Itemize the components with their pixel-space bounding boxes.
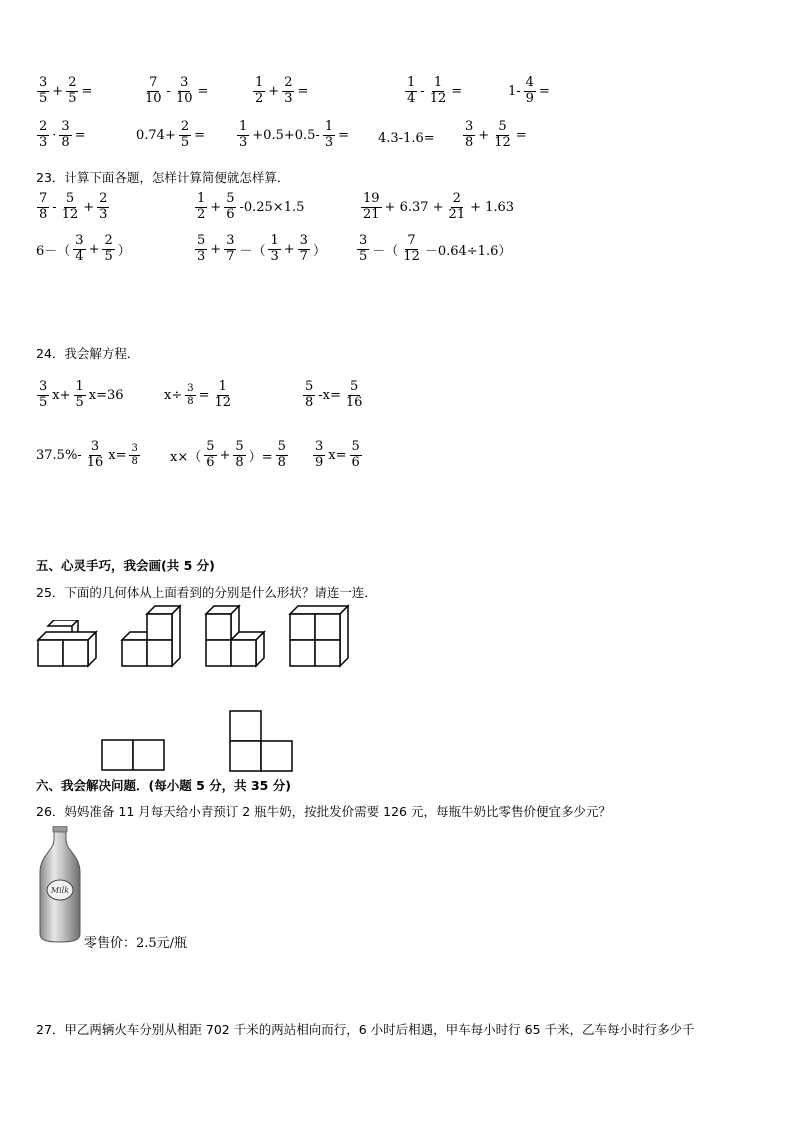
q23-expr-d: 6－（ $\frac{3}{4}$ + $\frac{2}{5}$ ） bbox=[36, 233, 131, 264]
q25-text: 25．下面的几何体从上面看到的分别是什么形状？请连一连． bbox=[36, 585, 377, 600]
calc-row1-item5: 1- $\frac{4}{9}$ = bbox=[508, 75, 550, 106]
calc-row1-item1: $\frac{3}{5}$ + $\frac{2}{5}$ = bbox=[39, 75, 93, 106]
q27-text: 27．甲乙两辆火车分别从相距 702 千米的两站相向而行，6 小时后相遇，甲车每小时行 65 千米，乙车每小时行多少千 bbox=[36, 1022, 695, 1037]
section6-heading: 六、我会解决问题．(每小题 5 分，共 35 分) bbox=[36, 778, 291, 793]
section5-heading: 五、心灵手巧，我会画(共 5 分) bbox=[36, 558, 215, 573]
q23-expr-c: $\frac{19}{21}$ + 6.37 + $\frac{2}{21}$ + 1.63 bbox=[363, 191, 515, 222]
q23-title: 23．计算下面各题，怎样计算简便就怎样算． bbox=[36, 170, 290, 185]
calc-row1-item4: $\frac{1}{4}$ - $\frac{1}{12}$ = bbox=[407, 75, 463, 106]
retail-price-label: 零售价：2.5元/瓶 bbox=[84, 936, 188, 951]
bottle-label: Milk bbox=[50, 886, 70, 895]
calc-row2-item3: $\frac{1}{3}$ +0.5+0.5- $\frac{1}{3}$ = bbox=[239, 119, 349, 150]
q24-equation-c: $\frac{5}{8}$ -x= $\frac{5}{16}$ bbox=[305, 379, 363, 410]
fraction: $\frac{3}{5}$ bbox=[39, 75, 48, 106]
solid-2-figure bbox=[120, 604, 184, 668]
solid-3-figure bbox=[204, 604, 270, 668]
q24-equation-f: $\frac{3}{9}$ x= $\frac{5}{6}$ bbox=[315, 439, 360, 470]
q23-expr-f: $\frac{3}{5}$ －（ $\frac{7}{12}$ －0.64÷1.6） bbox=[359, 233, 512, 264]
q24-equation-a: $\frac{3}{5}$ x+ $\frac{1}{5}$ x=36 bbox=[39, 379, 124, 410]
calc-row2-item5: $\frac{3}{8}$ + $\frac{5}{12}$ = bbox=[465, 119, 527, 150]
milk-bottle-image bbox=[38, 826, 82, 944]
q24-equation-d: 37.5%- $\frac{3}{16}$ x= $\frac{3}{8}$ bbox=[36, 439, 138, 470]
q26-text: 26．妈妈准备 11 月每天给小青预订 2 瓶牛奶，按批发价需要 126 元，每瓶牛奶比零售价便宜多少元？ bbox=[36, 804, 611, 819]
q24-equation-b: x÷ $\frac{3}{8}$ = $\frac{1}{12}$ bbox=[164, 379, 232, 410]
q23-expr-e: $\frac{5}{3}$ + $\frac{3}{7}$ －（ $\frac{1}{3}$ + $\frac{3}{7}$ ） bbox=[197, 233, 326, 264]
solid-4-figure bbox=[288, 604, 352, 668]
calc-row2-item2: 0.74+ $\frac{2}{5}$ = bbox=[136, 119, 206, 150]
q23-expr-b: $\frac{1}{2}$ + $\frac{5}{6}$ -0.25×1.5 bbox=[197, 191, 305, 222]
calc-row2-item4: 4.3-1.6= bbox=[378, 131, 435, 146]
fraction: $\frac{2}{5}$ bbox=[68, 75, 77, 106]
top-view-option-2[interactable] bbox=[228, 709, 294, 773]
calc-row2-item1: $\frac{2}{3}$ · $\frac{3}{8}$ = bbox=[39, 119, 86, 150]
q23-expr-a: $\frac{7}{8}$ - $\frac{5}{12}$ + $\frac{2}{3}$ bbox=[39, 191, 108, 222]
solid-1-figure bbox=[36, 620, 100, 668]
q24-title: 24．我会解方程． bbox=[36, 346, 140, 361]
calc-row1-item3: $\frac{1}{2}$ + $\frac{2}{3}$ = bbox=[255, 75, 309, 106]
top-view-option-1[interactable] bbox=[100, 738, 166, 772]
q24-equation-e: x×（ $\frac{5}{6}$ + $\frac{5}{8}$ ）= $\frac{5}{8}$ bbox=[170, 439, 286, 470]
calc-row1-item2: $\frac{7}{10}$ - $\frac{3}{10}$ = bbox=[145, 75, 209, 106]
